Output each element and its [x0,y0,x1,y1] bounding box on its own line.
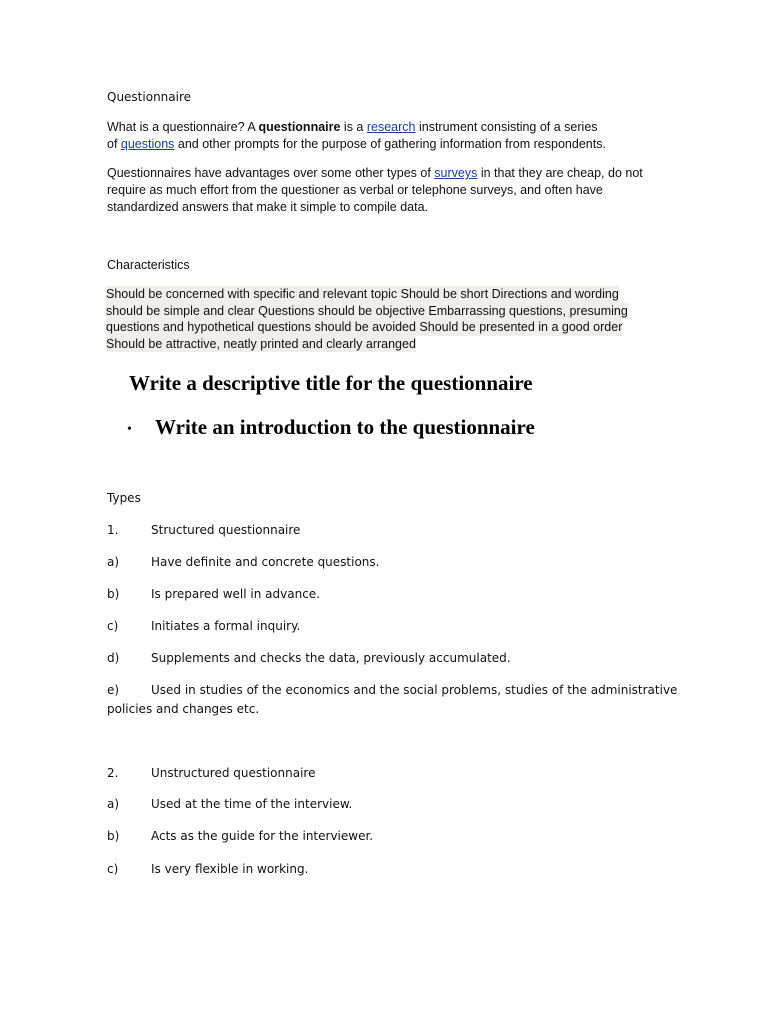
list-item: Supplements and checks the data, previously accumulated. [151,651,511,665]
characteristics-line: questions and hypothetical questions should be avoided Should be presented in a good order [106,320,623,335]
list-label: d) [107,651,120,665]
big-heading-title: Write a descriptive title for the questionnaire [129,371,533,395]
list-item-continuation: policies and changes etc. [107,702,260,716]
list-label: b) [107,829,120,843]
characteristics-line: should be simple and clear Questions should be objective Embarrassing questions, presuming [106,303,628,318]
text-span: Questionnaires have advantages over some other types of [107,166,435,180]
characteristics-line: Should be concerned with specific and relevant topic Should be short Directions and wording [106,287,619,301]
characteristics-title: Characteristics [107,258,190,272]
list-item: Is prepared well in advance. [151,587,320,601]
text-span: standardized answers that make it simple to compile data. [107,200,428,214]
text-span: of [107,137,121,151]
surveys-link[interactable]: surveys [434,166,478,180]
text-span: and other prompts for the purpose of gathering information from respondents. [174,137,606,151]
list-item: Used in studies of the economics and the social problems, studies of the administrative [151,683,678,697]
page-title: Questionnaire [107,90,192,104]
structured-title: Structured questionnaire [151,523,301,537]
intro-paragraph-1 [107,119,667,153]
characteristics-line: Should be attractive, neatly printed and clearly arranged [106,336,416,351]
intro-paragraph-2 [107,165,667,216]
text-span: What is a questionnaire? A [107,120,259,134]
list-item: Acts as the guide for the interviewer. [151,829,374,843]
list-label: a) [107,797,120,811]
unstructured-title: Unstructured questionnaire [151,766,316,780]
list-item: Is very flexible in working. [151,862,309,876]
list-label: c) [107,619,119,633]
characteristics-highlighted-text [106,286,634,352]
text-span: instrument consisting of a series [415,120,598,134]
list-number: 2. [107,766,119,780]
questions-link[interactable]: questions [120,137,175,151]
big-heading-introduction: Write an introduction to the questionnaire [155,415,535,439]
list-label: b) [107,587,120,601]
text-span: is a [340,120,367,134]
bullet-icon: • [127,422,132,437]
types-title: Types [107,491,141,505]
list-item: Used at the time of the interview. [151,797,353,811]
list-number: 1. [107,523,119,537]
bold-term: questionnaire [258,120,341,134]
text-span: require as much effort from the questioner as verbal or telephone surveys, and often have [107,183,603,197]
list-item: Initiates a formal inquiry. [151,619,301,633]
research-link[interactable]: research [366,120,416,134]
list-label: a) [107,555,120,569]
list-label: e) [107,683,120,697]
text-span: in that they are cheap, do not [477,166,643,180]
list-item: Have definite and concrete questions. [151,555,380,569]
list-label: c) [107,862,119,876]
